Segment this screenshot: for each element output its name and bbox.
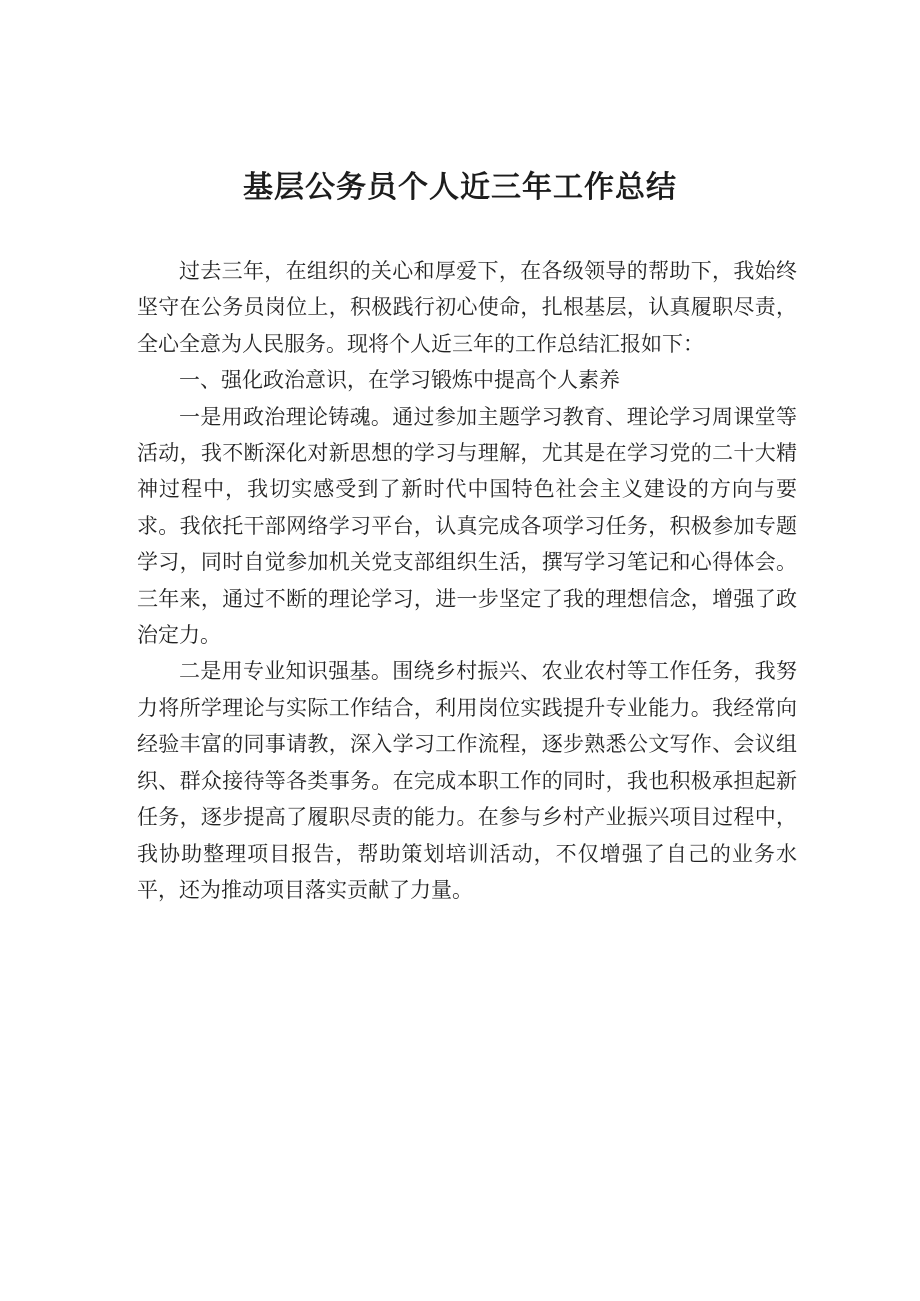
- body-paragraph: 一是用政治理论铸魂。通过参加主题学习教育、理论学习周课堂等活动，我不断深化对新思想的学习与理解，尤其是在学习党的二十大精神过程中，我切实感受到了新时代中国特色社会主义建设的方向与要求。我依托干部网络学习平台，认真完成各项学习任务，积极参加专题学习，同时自觉参加机关党支部组织生活，撰写学习笔记和心得体会。三年来，通过不断的理论学习，进一步坚定了我的理想信念，增强了政治定力。: [137, 404, 797, 648]
- body-paragraph: 二是用专业知识强基。围绕乡村振兴、农业农村等工作任务，我努力将所学理论与实际工作结合，利用岗位实践提升专业能力。我经常向经验丰富的同事请教，深入学习工作流程，逐步熟悉公文写作、会议组织、群众接待等各类事务。在完成本职工作的同时，我也积极承担起新任务，逐步提高了履职尽责的能力。在参与乡村产业振兴项目过程中，我协助整理项目报告，帮助策划培训活动，不仅增强了自己的业务水平，还为推动项目落实贡献了力量。: [137, 659, 797, 902]
- document-title: 基层公务员个人近三年工作总结: [243, 170, 677, 205]
- document-body: [137, 253, 797, 908]
- intro-paragraph: 过去三年，在组织的关心和厚爱下，在各级领导的帮助下，我始终坚守在公务员岗位上，积极践行初心使命，扎根基层，认真履职尽责，全心全意为人民服务。现将个人近三年的工作总结汇报如下：: [137, 259, 797, 356]
- section-heading-1: 一、强化政治意识，在学习锻炼中提高个人素养: [179, 368, 620, 393]
